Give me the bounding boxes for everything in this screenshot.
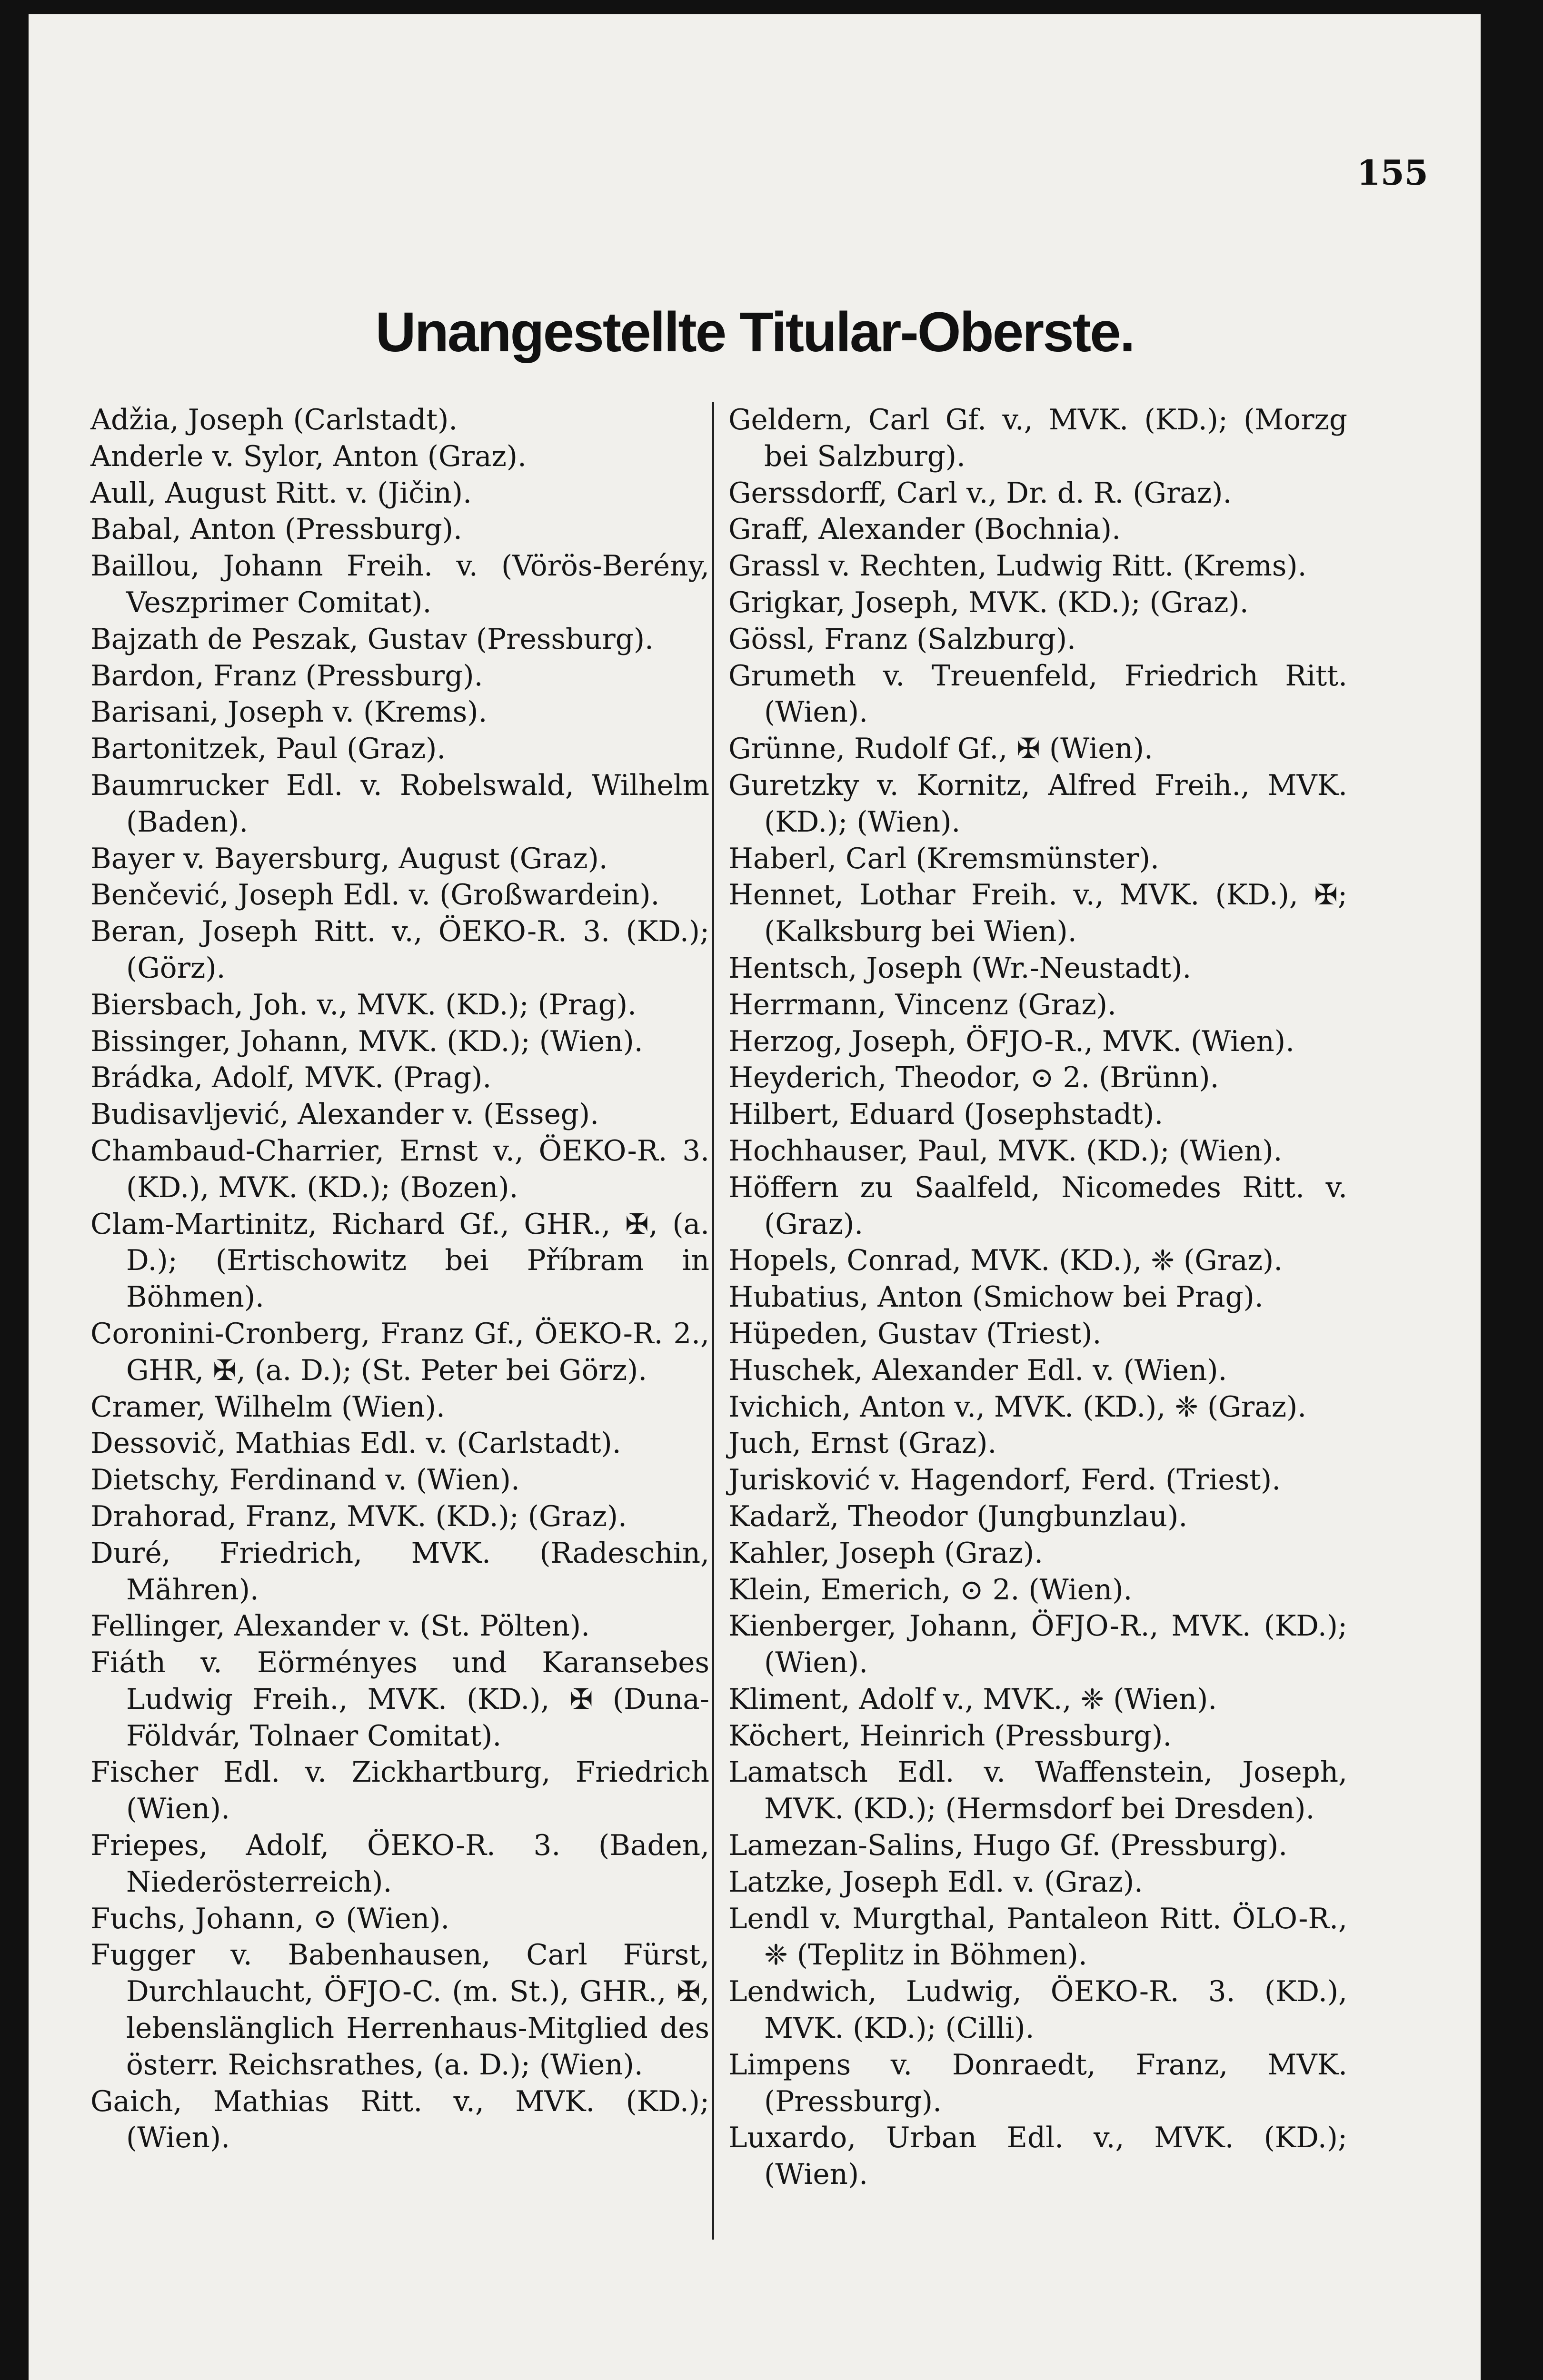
register-entry: Hüpeden, Gustav (Triest). [728,1317,1102,1350]
register-entry: Fischer Edl. v. Zickhartburg, Friedrich (Wien). [90,1756,709,1826]
register-entry: Lendwich, Ludwig, ÖEKO-R. 3. (KD.), MVK. (KD.); (Cilli). [728,1975,1347,2045]
column-divider [712,402,714,2240]
register-entry: Köchert, Heinrich (Pressburg). [728,1719,1172,1753]
register-entry: Clam-Martinitz, Richard Gf., GHR., ✠, (a. D.); (Ertischowitz bei Příbram in Böhmen). [90,1208,709,1314]
register-entry: Budisavljević, Alexander v. (Esseg). [90,1098,599,1131]
register-entry: Huschek, Alexander Edl. v. (Wien). [728,1354,1227,1387]
register-entry: Luxardo, Urban Edl. v., MVK. (KD.); (Wien). [728,2122,1347,2192]
register-entry: Juch, Ernst (Graz). [728,1427,997,1460]
register-entry: Hilbert, Eduard (Josephstadt). [728,1098,1164,1131]
register-entry: Benčević, Joseph Edl. v. (Großwardein). [90,879,660,912]
register-entry: Bayer v. Bayersburg, August (Graz). [90,842,608,875]
register-entry: Fellinger, Alexander v. (St. Pölten). [90,1610,590,1643]
register-entry: Kadarž, Theodor (Jungbunzlau). [728,1500,1188,1533]
register-entry: Cramer, Wilhelm (Wien). [90,1390,445,1424]
register-entry: Kliment, Adolf v., MVK., ❈ (Wien). [728,1683,1217,1716]
register-entry: Lamatsch Edl. v. Waffenstein, Joseph, MVK. (KD.); (Hermsdorf bei Dresden). [728,1756,1347,1826]
register-entry: Lendl v. Murgthal, Pantaleon Ritt. ÖLO-R., ❈ (Teplitz in Böhmen). [728,1902,1347,1972]
register-entry: Heyderich, Theodor, ⊙ 2. (Brünn). [728,1061,1219,1095]
register-entry: Hentsch, Joseph (Wr.-Neustadt). [728,952,1192,985]
register-entry: Graff, Alexander (Bochnia). [728,513,1121,546]
page-number: 155 [1356,152,1428,193]
left-column [90,402,709,2157]
register-entry: Adžia, Joseph (Carlstadt). [90,404,458,436]
book-page [29,14,1481,2380]
register-entry: Hennet, Lothar Freih. v., MVK. (KD.), ✠; (Kalksburg bei Wien). [728,879,1347,949]
register-entry: Hubatius, Anton (Smichow bei Prag). [728,1281,1264,1314]
register-entry: Chambaud-Charrier, Ernst v., ÖEKO-R. 3. (KD.), MVK. (KD.); (Bozen). [90,1134,709,1204]
register-entry: Herrmann, Vincenz (Graz). [728,988,1116,1021]
register-entry: Latzke, Joseph Edl. v. (Graz). [728,1865,1143,1899]
register-entry: Jurisković v. Hagendorf, Ferd. (Triest). [728,1464,1281,1497]
register-entry: Hopels, Conrad, MVK. (KD.), ❈ (Graz). [728,1244,1283,1278]
register-entry: Bardon, Franz (Pressburg). [90,659,483,693]
register-entry: Biersbach, Joh. v., MVK. (KD.); (Prag). [90,988,637,1021]
register-entry: Grünne, Rudolf Gf., ✠ (Wien). [728,733,1153,766]
register-entry: Bartonitzek, Paul (Graz). [90,733,446,766]
register-entry: Haberl, Carl (Kremsmünster). [728,842,1159,875]
register-entry: Anderle v. Sylor, Anton (Graz). [90,440,527,473]
register-entry: Friepes, Adolf, ÖEKO-R. 3. (Baden, Niederösterreich). [90,1829,709,1899]
register-entry: Geldern, Carl Gf. v., MVK. (KD.); (Morzg bei Salzburg). [728,404,1347,473]
register-entry: Fiáth v. Eörményes und Karansebes Ludwig Freih., MVK. (KD.), ✠ (Duna-Földvár, Tolnaer Comitat). [90,1646,709,1753]
register-entry: Klein, Emerich, ⊙ 2. (Wien). [728,1573,1133,1606]
register-entry: Brádka, Adolf, MVK. (Prag). [90,1061,492,1095]
register-entry: Limpens v. Donraedt, Franz, MVK. (Pressburg). [728,2048,1347,2118]
register-entry: Fuchs, Johann, ⊙ (Wien). [90,1902,450,1935]
register-entry: Dietschy, Ferdinand v. (Wien). [90,1464,520,1497]
register-entry: Guretzky v. Kornitz, Alfred Freih., MVK. (KD.); (Wien). [728,769,1347,839]
register-entry: Duré, Friedrich, MVK. (Radeschin, Mähren). [90,1537,709,1606]
register-entry: Dessovič, Mathias Edl. v. (Carlstadt). [90,1427,621,1460]
register-entry: Höffern zu Saalfeld, Nicomedes Ritt. v. (Graz). [728,1171,1347,1241]
register-entry: Bajzath de Peszak, Gustav (Pressburg). [90,623,654,656]
register-entry: Coronini-Cronberg, Franz Gf., ÖEKO-R. 2., GHR, ✠, (a. D.); (St. Peter bei Görz). [90,1317,709,1387]
register-entry: Barisani, Joseph v. (Krems). [90,696,488,729]
register-entry: Herzog, Joseph, ÖFJO-R., MVK. (Wien). [728,1025,1294,1058]
register-entry: Grumeth v. Treuenfeld, Friedrich Ritt. (Wien). [728,659,1347,729]
register-entry: Kienberger, Johann, ÖFJO-R., MVK. (KD.); (Wien). [728,1610,1347,1680]
right-column [728,402,1347,2193]
register-entry: Bissinger, Johann, MVK. (KD.); (Wien). [90,1025,643,1058]
register-entry: Gaich, Mathias Ritt. v., MVK. (KD.); (Wien). [90,2085,709,2155]
register-entry: Baumrucker Edl. v. Robelswald, Wilhelm (Baden). [90,769,709,839]
register-entry: Beran, Joseph Ritt. v., ÖEKO-R. 3. (KD.); (Görz). [90,915,709,985]
register-entry: Drahorad, Franz, MVK. (KD.); (Graz). [90,1500,627,1533]
register-entry: Babal, Anton (Pressburg). [90,513,462,546]
register-entry: Aull, August Ritt. v. (Jičin). [90,476,472,510]
register-entry: Hochhauser, Paul, MVK. (KD.); (Wien). [728,1134,1283,1168]
page-title: Unangestellte Titular-Oberste. [375,301,1134,364]
register-entry: Kahler, Joseph (Graz). [728,1537,1044,1570]
register-entry: Baillou, Johann Freih. v. (Vörös-Berény, Veszprimer Comitat). [90,550,709,619]
register-entry: Ivichich, Anton v., MVK. (KD.), ❈ (Graz). [728,1390,1307,1424]
register-entry: Fugger v. Babenhausen, Carl Fürst, Durchlaucht, ÖFJO-C. (m. St.), GHR., ✠, lebenslänglich Herrenhaus-Mitglied des österr. Reichsrathes, (a. D.); (Wien). [90,1939,709,2082]
register-entry: Grassl v. Rechten, Ludwig Ritt. (Krems). [728,550,1307,583]
register-entry: Gössl, Franz (Salzburg). [728,623,1076,656]
register-entry: Lamezan-Salins, Hugo Gf. (Pressburg). [728,1829,1288,1863]
register-entry: Gerssdorff, Carl v., Dr. d. R. (Graz). [728,476,1232,510]
register-entry: Grigkar, Joseph, MVK. (KD.); (Graz). [728,586,1249,619]
